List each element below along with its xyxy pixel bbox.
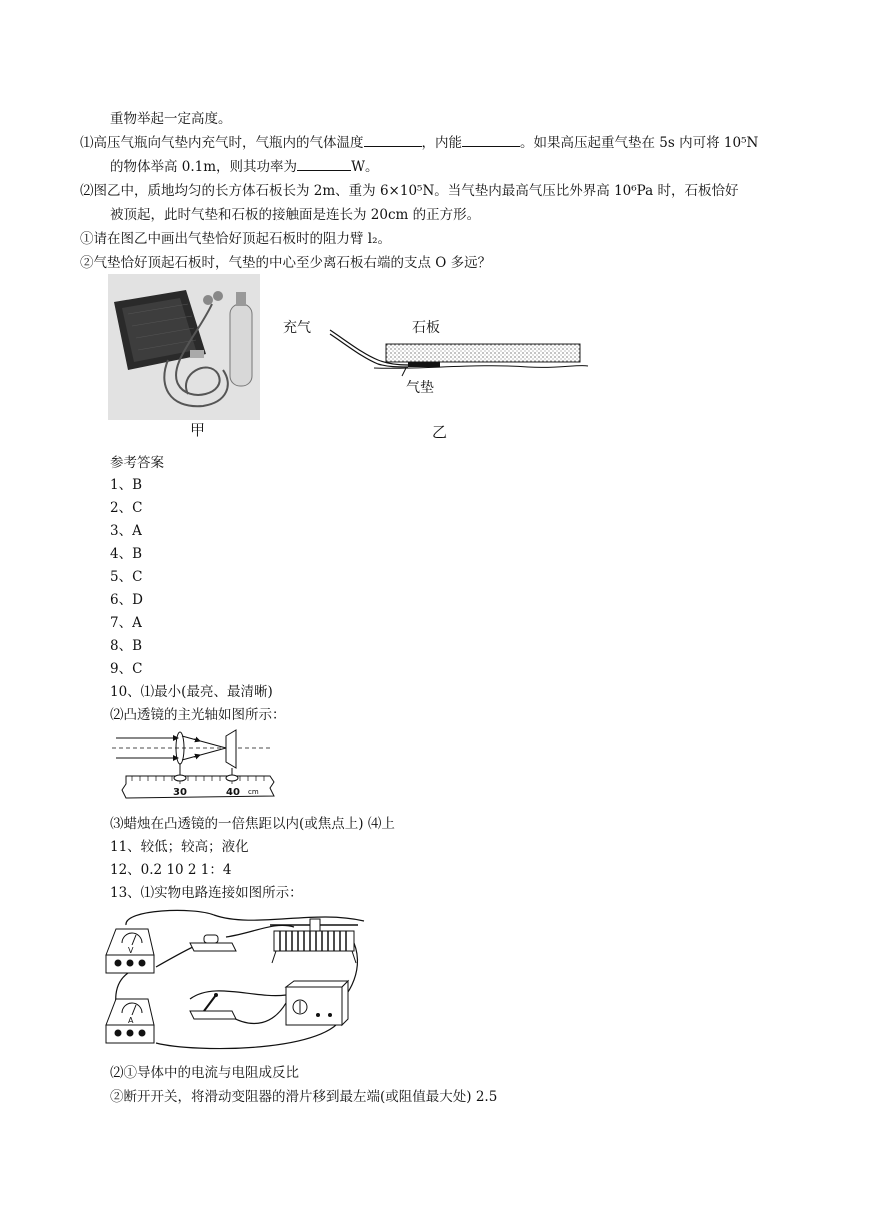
answer-item: 6、D xyxy=(110,592,143,608)
svg-text:A: A xyxy=(128,1016,134,1025)
slab-label: 石板 xyxy=(412,320,440,336)
circuit-diagram xyxy=(104,903,366,1053)
answer-12: 12、0.2 10 2 1：4 xyxy=(110,862,232,878)
q1-text-d: 的物体举高 0.1m，则其功率为 xyxy=(110,159,298,175)
question-2-line-2: 被顶起，此时气垫和石板的接触面是连长为 20cm 的正方形。 xyxy=(110,207,481,223)
question-2-sub-1: ①请在图乙中画出气垫恰好顶起石板时的阻力臂 l₂。 xyxy=(80,231,392,247)
optics-bench-diagram xyxy=(108,726,280,804)
question-2-line-1: ⑵图乙中，质地均匀的长方体石板长为 2m、重为 6×10⁵N。当气垫内最高气压比外界高 10⁶Pa 时，石板恰好 xyxy=(80,183,739,199)
question-1-line-1 xyxy=(80,134,758,152)
answer-10-part-3: ⑶蜡烛在凸透镜的一倍焦距以内(或焦点上) ⑷上 xyxy=(110,816,395,832)
answer-item: 4、B xyxy=(110,546,143,562)
answer-13-part-3: ②断开开关，将滑动变阻器的滑片移到最左端(或阻值最大处) 2.5 xyxy=(110,1089,498,1105)
answer-11: 11、较低；较高；液化 xyxy=(110,839,249,855)
answers-heading: 参考答案 xyxy=(110,455,164,471)
q1-text-c: 。如果高压起重气垫在 5s 内可将 10⁵N xyxy=(520,135,759,151)
answer-13-part-2: ⑵①导体中的电流与电阻成反比 xyxy=(110,1065,299,1081)
figure-b-diagram xyxy=(278,308,598,408)
answer-10-part-1: 10、⑴最小(最亮、最清晰) xyxy=(110,684,273,700)
figure-a-photo xyxy=(108,274,260,420)
answer-blank[interactable] xyxy=(297,158,351,171)
answer-item: 5、C xyxy=(110,569,143,585)
answer-13-part-1: 13、⑴实物电路连接如图所示： xyxy=(110,885,303,901)
q1-text-b: ，内能 xyxy=(421,135,462,151)
figure-b-label: 乙 xyxy=(432,423,448,441)
stone-slab xyxy=(386,344,580,362)
question-1-line-2 xyxy=(110,158,378,176)
light-screen xyxy=(226,730,236,768)
answer-blank[interactable] xyxy=(462,134,520,147)
answer-item: 3、A xyxy=(110,523,142,539)
q1-text-e: W。 xyxy=(351,159,379,175)
q1-text-a: ⑴高压气瓶向气垫内充气时，气瓶内的气体温度 xyxy=(80,135,364,151)
cushion-label: 气垫 xyxy=(406,380,434,396)
figure-a-label: 甲 xyxy=(190,421,206,439)
resistor xyxy=(190,943,236,951)
answer-item: 1、B xyxy=(110,477,143,493)
question-2-sub-2: ②气垫恰好顶起石板时，气垫的中心至少离石板右端的支点 O 多远？ xyxy=(80,255,492,271)
ruler-label-30: 30 xyxy=(173,787,187,798)
ruler-unit: cm xyxy=(248,788,259,796)
svg-text:V: V xyxy=(128,946,134,955)
answer-item: 9、C xyxy=(110,661,143,677)
answer-blank[interactable] xyxy=(364,134,422,147)
ruler-label-40: 40 xyxy=(226,787,240,798)
answer-item: 8、B xyxy=(110,638,143,654)
problem-line-0: 重物举起一定高度。 xyxy=(110,111,232,127)
air-cushion xyxy=(408,362,440,367)
inflate-label: 充气 xyxy=(283,320,311,336)
answer-item: 7、A xyxy=(110,615,142,631)
switch xyxy=(190,1011,236,1019)
answer-10-part-2: ⑵凸透镜的主光轴如图所示： xyxy=(110,707,286,723)
answer-item: 2、C xyxy=(110,500,143,516)
